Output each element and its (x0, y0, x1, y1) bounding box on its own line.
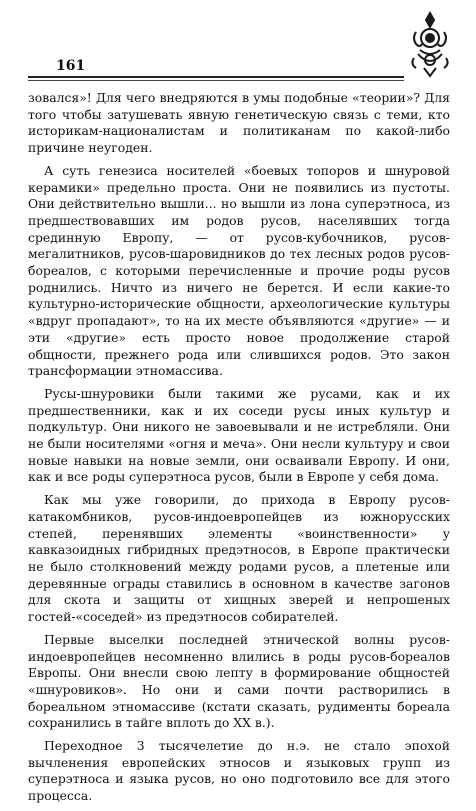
ornamental-knot-icon (410, 10, 450, 80)
paragraph: А суть генезиса носителей «боевых топоров и шнуровой керамики» предельно проста. Они не появились из пустоты. Они действительно вышли... но вышли из лона суперэтноса, из предшествовавших им родов русов, населявших тогда срединную Европу, — от русов-кубочников, русов-мегалитников, русов-шаровидников до тех лесных родов русов-бореалов, с которыми перечисленные и прочие роды русов роднились. Ничто из ничего не берется. И если какие-то культурно-исторические общности, археологические культуры «вдруг пропадают», то на их месте объявляются «другие» — и эти «другие» есть просто новое продолжение старой общности, прежнего рода или слившихся родов. Это закон трансформации этномассива. (28, 162, 450, 379)
paragraph: зовался»! Для чего внедряются в умы подобные «теории»? Для того чтобы затушевать явную генетическую связь с теми, кто историкам-националистам и политиканам по какой-либо причине неугоден. (28, 90, 450, 156)
header-rule (28, 76, 404, 78)
page-header (28, 58, 448, 88)
page-number: 161 (56, 58, 86, 74)
paragraph: Русы-шнуровики были такими же русами, как и их предшественники, как и их соседи русы иных культур и подкультур. Они никого не завоевывали и не истребляли. Они не были носителями «огня и меча». Они несли культуру и свои новые навыки на новые земли, они осваивали Европу. И они, как и все роды суперэтноса русов, были в Европе у себя дома. (28, 385, 450, 485)
body-text (28, 90, 450, 811)
paragraph: Первые выселки последней этнической волны русов-индоевропейцев несомненно влились в роды русов-бореалов Европы. Они внесли свою лепту в формирование общностей «шнуровиков». Но они и сами почти растворились в бореальном этномассиве (кстати сказать, рудименты бореала сохранились в тайге вплоть до XX в.). (28, 631, 450, 731)
paragraph: Переходное 3 тысячелетие до н.э. не стало эпохой вычленения европейских этносов и языковых групп из суперэтноса и языка русов, но оно подготовило все для этого процесса. (28, 738, 450, 804)
paragraph: Как мы уже говорили, до прихода в Европу русов-катакомбников, русов-индоевропейцев из южнорусских степей, перенявших элементы «воинственности» у кавказоидных гибридных предэтносов, в Европе практически не было столкновений между родами русов, а плетеные или деревянные ограды ставились в основном в качестве загонов для скота и защиты от хищных зверей и непрошеных гостей-«соседей» из предэтносов собирателей. (28, 492, 450, 625)
header-rule-thin (28, 80, 404, 81)
